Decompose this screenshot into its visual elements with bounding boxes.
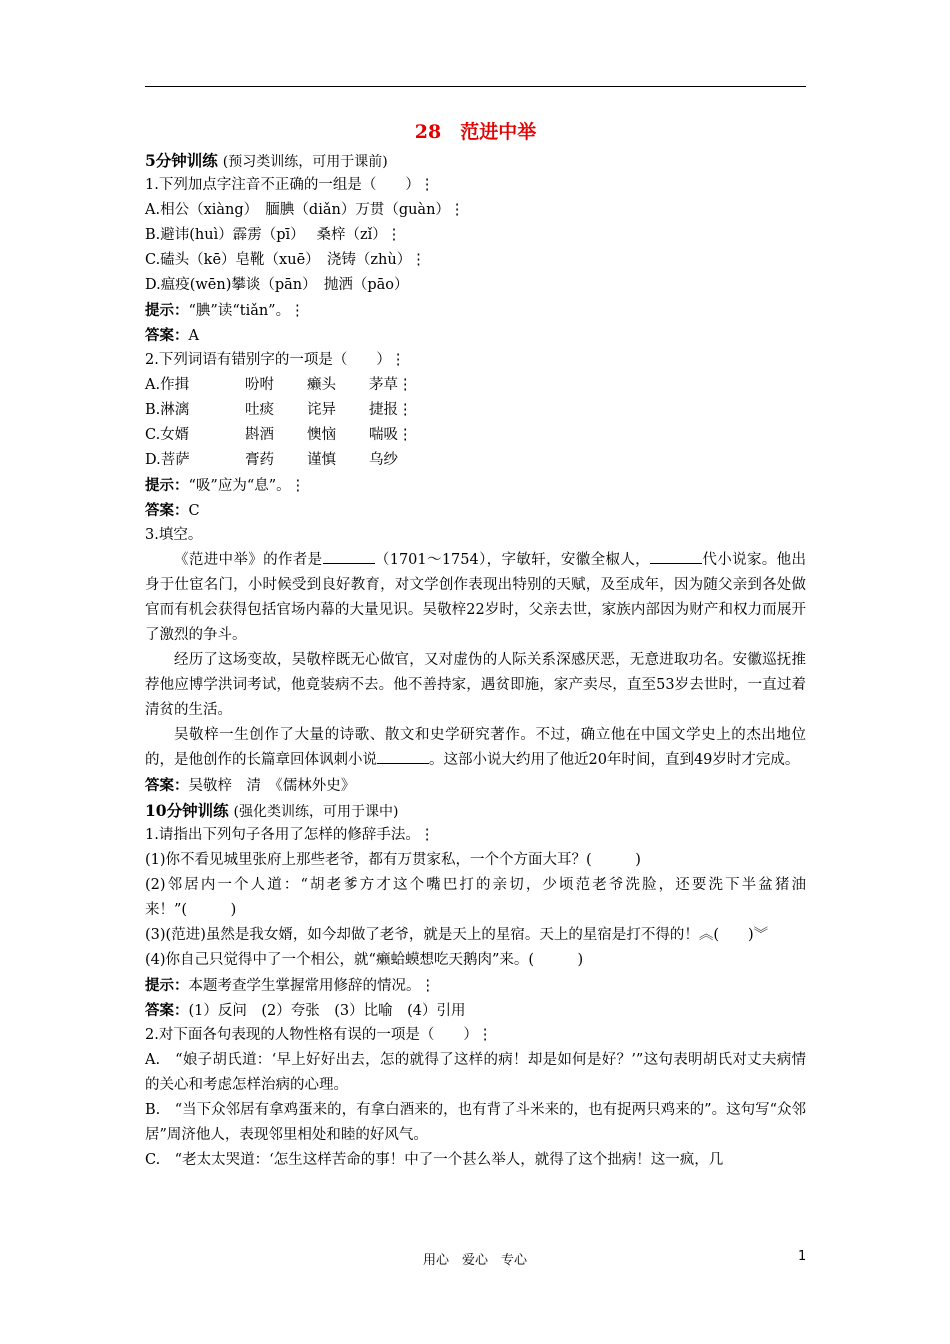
answer-text: (1）反问 (2）夸张 (3）比喻 (4）引用	[188, 1003, 466, 1019]
answer-label: 答案：	[145, 777, 189, 794]
q2-row-d	[145, 448, 806, 473]
q2-word: 膏药	[245, 452, 274, 468]
answer-label: 答案：	[145, 1002, 189, 1019]
text-run: 《范进中举》的作者是	[174, 552, 323, 568]
q1-answer	[145, 323, 806, 348]
s10-q1-hint	[145, 973, 806, 998]
q1-option-a: A.相公（xiàng） 腼腆（diǎn）万贯（guàn）⋮	[145, 202, 465, 218]
page-footer: 用心 爱心 专心	[422, 1253, 527, 1268]
q2-stem: 2.下列词语有错别字的一项是（ ）⋮	[145, 352, 406, 368]
answer-label: 答案：	[145, 502, 189, 519]
q2-word: 诧异	[307, 402, 336, 418]
section-label: 5分钟训练	[145, 151, 218, 170]
hint-text: “腆”读“tiǎn”。⋮	[188, 303, 305, 319]
s10-q1-item-1: (1)你不看见城里张府上那些老爷，都有万贯家私，一个个方面大耳？( )	[145, 852, 641, 868]
s10-q1-item-4: (4)你自己只觉得中了一个相公，就“癞蛤蟆想吃天鹅肉”来。( )	[145, 952, 584, 968]
q2-word: 斟酒	[245, 427, 274, 443]
s10-q2-option-a: A. “娘子胡氏道：‘早上好好出去，怎的就得了这样的病！却是如何是好？’”这句表明胡氏对丈夫病情的关心和考虑怎样治病的心理。	[145, 1052, 806, 1093]
q1-option-d: D.瘟疫(wēn)攀谈（pān） 抛洒（pāo）	[145, 277, 409, 293]
text-run: 代小说家。他出身于仕宦名门，小时候受到良好教育，对文学创作表现出特别的天赋，及至成年，因为随父亲到各处做官而有机会获得包括官场内幕的大量见识。吴敬梓22岁时，父亲去世，家族内部因为财产和权力而展开了激烈的争斗。	[145, 552, 807, 643]
s10-q1-stem: 1.请指出下列句子各用了怎样的修辞手法。⋮	[145, 827, 435, 843]
q2-answer	[145, 498, 806, 523]
text-run: 。这部小说大约用了他近20年时间，直到49岁时才完成。	[429, 752, 800, 768]
answer-text: A	[188, 328, 199, 344]
q1-hint	[145, 298, 806, 323]
text-run: （1701～1754），字敏轩，安徽全椒人，	[374, 552, 651, 568]
q2-word: B.淋漓	[145, 402, 190, 418]
q2-word: 茅草⋮	[369, 377, 413, 393]
q2-row-c	[145, 423, 806, 448]
q3-paragraph-2: 经历了这场变故，吴敬梓既无心做官，又对虚伪的人际关系深感厌恶，无意进取功名。安徽巡抚推荐他应博学洪词考试，他竟装病不去。他不善持家，遇贫即施，家产卖尽，直至53岁去世时，一直过着清贫的生活。	[145, 652, 806, 718]
hint-label: 提示：	[145, 477, 189, 494]
q3-answer	[145, 773, 806, 798]
s10-q1-item-2: (2)邻居内一个人道：“胡老爹方才这个嘴巴打的亲切，少顷范老爷洗脸，还要洗下半盆猪油来！”( )	[145, 877, 806, 918]
fill-blank	[650, 549, 702, 564]
q1-option-b: B.避讳(huì）霹雳（pī） 桑梓（zǐ）⋮	[145, 227, 402, 243]
fill-blank	[323, 549, 375, 564]
q2-word: 癞头	[307, 377, 336, 393]
q2-row-a	[145, 373, 806, 398]
q1-stem: 1.下列加点字注音不正确的一组是（ ）⋮	[145, 177, 435, 193]
q2-word: A.作揖	[145, 377, 190, 393]
answer-label: 答案：	[145, 327, 189, 344]
q3-stem: 3.填空。	[145, 527, 203, 543]
q2-word: 捷报⋮	[369, 402, 413, 418]
page-title: 28 范进中举	[414, 121, 537, 143]
q3-paragraph-1	[145, 548, 806, 648]
q2-word: 喘吸⋮	[369, 427, 413, 443]
answer-text: C	[188, 503, 200, 519]
page-number: 1	[798, 1249, 807, 1264]
hint-label: 提示：	[145, 977, 189, 994]
q2-word: C.女婿	[145, 427, 190, 443]
q2-word: 懊恼	[307, 427, 336, 443]
section-note: (预习类训练，可用于课前)	[222, 154, 388, 170]
section-label: 10分钟训练	[145, 801, 229, 820]
q2-row-b	[145, 398, 806, 423]
q2-word: 乌纱	[369, 452, 398, 468]
section-5min-heading	[145, 148, 806, 173]
text-run: 吴敬梓一生创作了大量的诗歌、散文和史学研究著作。不过，确立他在中国文学史上的杰出地位的，是他创作的长篇章回体讽刺小说	[145, 727, 806, 768]
q2-hint	[145, 473, 806, 498]
q2-word: 谨慎	[307, 452, 336, 468]
s10-q2-option-b: B. “当下众邻居有拿鸡蛋来的，有拿白酒来的，也有背了斗米来的，也有捉两只鸡来的”。这句写“众邻居”周济他人，表现邻里相处和睦的好风气。	[145, 1102, 806, 1143]
section-10min-heading	[145, 798, 806, 823]
fill-blank	[377, 749, 429, 764]
q1-option-c: C.磕头（kē）皂靴（xuē） 浇铸（zhù）⋮	[145, 252, 426, 268]
hint-label: 提示：	[145, 302, 189, 319]
s10-q2-option-c: C. “老太太哭道：‘怎生这样苦命的事！中了一个甚么举人，就得了这个拙病！这一疯，几	[145, 1152, 724, 1168]
hint-text: “吸”应为“息”。⋮	[188, 478, 306, 494]
answer-text: 吴敬梓 清 《儒林外史》	[188, 778, 356, 794]
page-body	[145, 118, 806, 1173]
q3-paragraph-3	[145, 723, 806, 773]
s10-q2-stem: 2.对下面各句表现的人物性格有误的一项是（ ）⋮	[145, 1027, 493, 1043]
hint-text: 本题考查学生掌握常用修辞的情况。⋮	[188, 978, 435, 994]
s10-q1-item-3: (3)(范进)虽然是我女婿，如今却做了老爷，就是天上的星宿。天上的星宿是打不得的！︽( )︾	[145, 927, 769, 943]
q2-word: D.菩萨	[145, 452, 190, 468]
q2-word: 吐痰	[245, 402, 274, 418]
header-rule	[145, 86, 806, 87]
q2-word: 吩咐	[245, 377, 274, 393]
section-note: (强化类训练，可用于课中)	[233, 804, 399, 820]
s10-q1-answer	[145, 998, 806, 1023]
